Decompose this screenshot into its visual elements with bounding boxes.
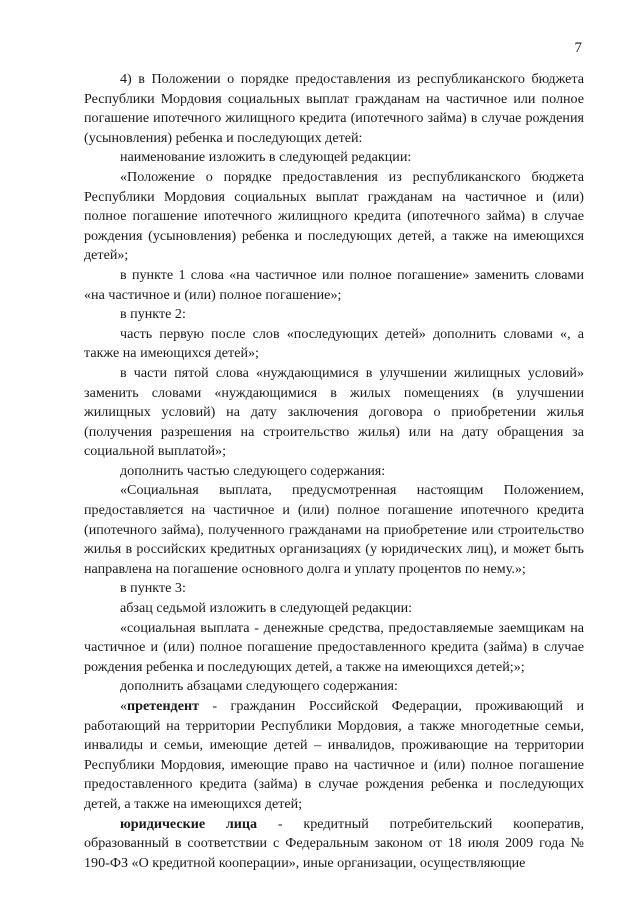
paragraph-add-abzacs: дополнить абзацами следующего содержания: — [120, 678, 398, 695]
paragraph-social-payment-definition: «социальная выплата - денежные средства, предоставляемые заемщикам на частичное и (или) полное погашение предоставленного кредита (займа) в случае рождения ребенка и последующих детей, а также на имеющихся детей;»; — [84, 619, 584, 675]
term-legal-entities: юридические лица — [120, 815, 258, 832]
paragraph-new-title: «Положение о порядке предоставления из республиканского бюджета Республики Мордовия социальных выплат гражданам на частичное и (или) полное погашение ипотечного жилищного кредита (ипотечного займа) в случае рождения (усыновления) ребенка и последующих детей, а также на имеющихся детей»; — [84, 168, 584, 264]
quote-mark: « — [120, 698, 128, 714]
document-body — [84, 70, 584, 873]
term-applicant: претендент — [127, 698, 199, 714]
paragraph-legal-entities-definition — [84, 815, 584, 874]
paragraph-point-2-heading: в пункте 2: — [120, 306, 186, 323]
paragraph-part-five: в части пятой слова «нуждающимися в улучшении жилищных условий» заменить словами «нуждающимися в жилых помещениях (в улучшении жилищных условий) на дату заключения договора о приобретении жилья (получения разрешения на строительство жилья) или на дату обращения за социальной выплатой»; — [84, 364, 584, 460]
paragraph-applicant-definition — [84, 697, 584, 815]
paragraph-part-one: часть первую после слов «последующих детей» дополнить словами «, а также на имеющихся детей»; — [84, 325, 584, 362]
paragraph-point-1: в пункте 1 слова «на частичное или полное погашение» заменить словами «на частичное и (или) полное погашение»; — [84, 266, 584, 303]
definition-text: - гражданин Российской Федерации, проживающий и работающий на территории Республики Мордовия, а также многодетные семьи, инвалиды и семьи, имеющие детей – инвалидов, проживающие на территории Республики Мордовия, имеющие право на частичное и (или) полное погашение предоставленного кредита (займа) в случае рождения ребенка и последующих детей, а также на имеющихся детей; — [84, 698, 584, 812]
paragraph-add-part: дополнить частью следующего содержания: — [120, 462, 386, 479]
paragraph-name-edit: наименование изложить в следующей редакции: — [120, 149, 412, 166]
page-number: 7 — [574, 40, 582, 56]
paragraph-item-1: 4) в Положении о порядке предоставления из республиканского бюджета Республики Мордовия социальных выплат гражданам на частичное или полное погашение ипотечного жилищного кредита (ипотечного займа) в случае рождения (усыновления) ребенка и последующих детей: — [84, 71, 584, 146]
paragraph-social-payment: «Социальная выплата, предусмотренная настоящим Положением, предоставляется на частичное и (или) полное погашение ипотечного кредита (ипотечного займа), полученного гражданами на приобретение или строительство жилья в российских кредитных организациях (у юридических лиц), и может быть направлена на погашение основного долга и уплату процентов по нему.»; — [84, 482, 584, 577]
paragraph-point-3-heading: в пункте 3: — [120, 580, 186, 597]
paragraph-seventh-abzac: абзац седьмой изложить в следующей редакции: — [120, 600, 413, 617]
definition-text: - кредитный потребительский кооператив, образованный в соответствии с Федеральным законом от 18 июля 2009 года № 190-ФЗ «О кредитной кооперации», иные организации, осуществляющие — [84, 815, 584, 871]
